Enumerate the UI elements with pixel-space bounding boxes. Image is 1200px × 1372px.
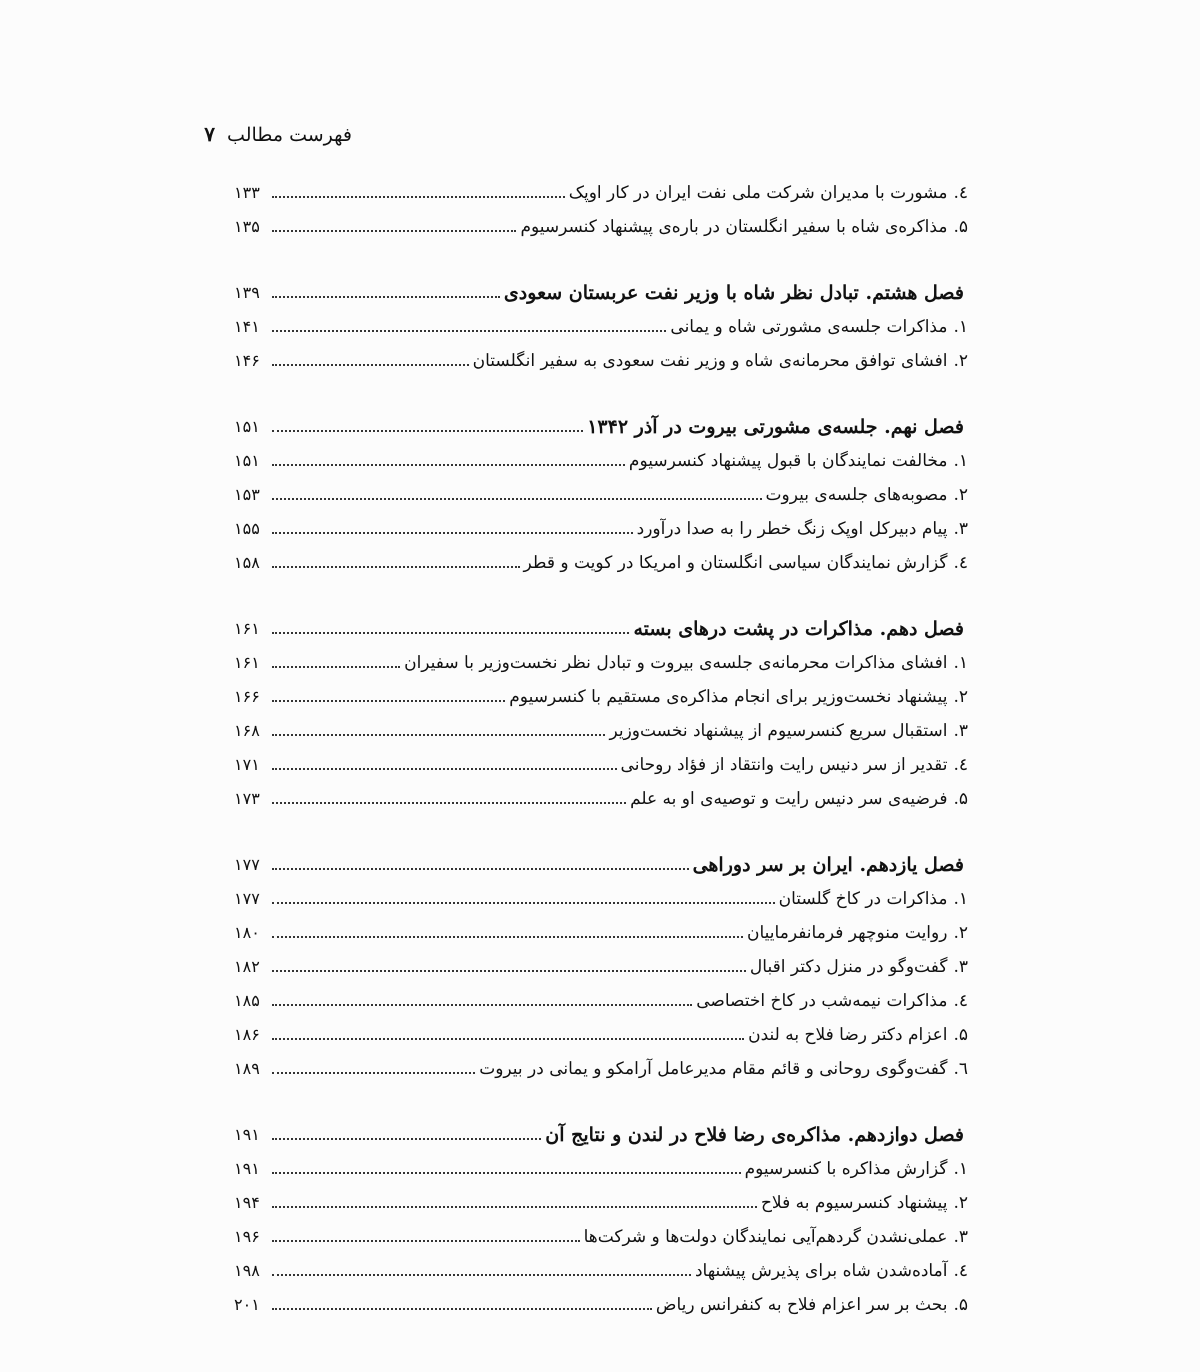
dot-leader (272, 464, 625, 466)
entry-number: ٤. (953, 183, 968, 203)
chapter-title: فصل دهم. مذاکرات در پشت درهای بسته (633, 618, 964, 640)
entry-page-number: ۱۳۵ (234, 217, 260, 236)
entry-number: ٦. (953, 1059, 968, 1079)
entry-number: ٤. (953, 1261, 968, 1281)
entry-page-number: ۱۴۱ (234, 317, 260, 336)
dot-leader (272, 430, 583, 432)
toc-chapter-heading (234, 604, 968, 642)
toc-entry (234, 980, 968, 1014)
entry-title: مذاکرات در کاخ گلستان (778, 889, 948, 909)
toc-entry (234, 744, 968, 778)
entry-title: افشای توافق محرمانه‌ی شاه و وزیر نفت سعودی به سفیر انگلستان (472, 351, 948, 371)
chapter-page-number: ۱۵۱ (234, 417, 260, 436)
dot-leader (272, 1004, 692, 1006)
page-number: ۷ (204, 122, 216, 146)
entry-number: ۵. (953, 1295, 968, 1315)
toc-entry (234, 206, 968, 240)
entry-number: ۲. (953, 687, 968, 707)
toc-entry (234, 1284, 968, 1318)
entry-page-number: ۱۵۳ (234, 485, 260, 504)
dot-leader (272, 936, 743, 938)
entry-page-number: ۱۵۵ (234, 519, 260, 538)
chapter-page-number: ۱۹۱ (234, 1125, 260, 1144)
running-header (204, 122, 352, 146)
entry-page-number: ۱۶۱ (234, 653, 260, 672)
chapter-title: فصل هشتم. تبادل نظر شاه با وزیر نفت عربستان سعودی (503, 282, 964, 304)
toc-entry (234, 306, 968, 340)
entry-page-number: ۱۹۸ (234, 1261, 260, 1280)
toc-entry (234, 340, 968, 374)
entry-number: ۳. (953, 519, 968, 539)
toc-chapter-heading (234, 840, 968, 878)
dot-leader (272, 1240, 580, 1242)
toc-entry (234, 1014, 968, 1048)
entry-number: ٤. (953, 991, 968, 1011)
entry-title: گزارش نمایندگان سیاسی انگلستان و امریکا در کویت و قطر (523, 553, 948, 573)
table-of-contents (234, 172, 968, 1318)
entry-title: گفت‌وگو در منزل دکتر اقبال (749, 957, 948, 977)
entry-title: گزارش مذاکره با کنسرسیوم (744, 1159, 948, 1179)
dot-leader (272, 1274, 691, 1276)
entry-title: استقبال سریع کنسرسیوم از پیشنهاد نخست‌وزیر (609, 721, 948, 741)
running-header-title: فهرست مطالب (227, 124, 352, 146)
toc-entry (234, 1148, 968, 1182)
dot-leader (272, 498, 762, 500)
dot-leader (272, 700, 505, 702)
entry-number: ۳. (953, 957, 968, 977)
entry-number: ۲. (953, 485, 968, 505)
entry-number: ۳. (953, 721, 968, 741)
dot-leader (272, 1172, 741, 1174)
entry-number: ۲. (953, 923, 968, 943)
entry-page-number: ۱۸۵ (234, 991, 260, 1010)
toc-chapter-heading (234, 1110, 968, 1148)
toc-entry (234, 1216, 968, 1250)
dot-leader (272, 632, 629, 634)
toc-entry (234, 878, 968, 912)
chapter-page-number: ۱۷۷ (234, 855, 260, 874)
entry-page-number: ۱۵۱ (234, 451, 260, 470)
entry-title: مصوبه‌های جلسه‌ی بیروت (765, 485, 948, 505)
entry-page-number: ۱۶۶ (234, 687, 260, 706)
toc-entry (234, 474, 968, 508)
toc-entry (234, 946, 968, 980)
dot-leader (272, 196, 565, 198)
entry-number: ۱. (953, 1159, 968, 1179)
dot-leader (272, 768, 617, 770)
entry-page-number: ۱۸۰ (234, 923, 260, 942)
dot-leader (272, 1038, 744, 1040)
entry-page-number: ۱۹۱ (234, 1159, 260, 1178)
entry-page-number: ۱۳۳ (234, 183, 260, 202)
entry-page-number: ۱۷۷ (234, 889, 260, 908)
entry-title: بحث بر سر اعزام فلاح به کنفرانس ریاض (655, 1295, 948, 1315)
entry-page-number: ۱۶۸ (234, 721, 260, 740)
dot-leader (272, 802, 626, 804)
dot-leader (272, 970, 746, 972)
entry-number: ۱. (953, 317, 968, 337)
entry-title: مذاکره‌ی شاه با سفیر انگلستان در باره‌ی پیشنهاد کنسرسیوم (520, 217, 948, 237)
dot-leader (272, 666, 400, 668)
entry-title: مذاکرات جلسه‌ی مشورتی شاه و یمانی (670, 317, 948, 337)
toc-entry (234, 440, 968, 474)
entry-number: ۱. (953, 451, 968, 471)
entry-title: پیام دبیرکل اوپک زنگ خطر را به صدا درآورد (636, 519, 948, 539)
toc-entry (234, 676, 968, 710)
entry-number: ٤. (953, 553, 968, 573)
chapter-title: فصل دوازدهم. مذاکره‌ی رضا فلاح در لندن و نتایج آن (545, 1124, 964, 1146)
entry-title: مذاکرات نیمه‌شب در کاخ اختصاصی (696, 991, 948, 1011)
entry-number: ۱. (953, 653, 968, 673)
entry-number: ۲. (953, 1193, 968, 1213)
dot-leader (272, 532, 633, 534)
dot-leader (272, 868, 689, 870)
dot-leader (272, 230, 516, 232)
entry-page-number: ۱۹۶ (234, 1227, 260, 1246)
entry-title: تقدیر از سر دنیس رایت وانتقاد از فؤاد روحانی (620, 755, 948, 775)
chapter-page-number: ۱۶۱ (234, 619, 260, 638)
toc-entry (234, 1250, 968, 1284)
entry-page-number: ۲۰۱ (234, 1295, 260, 1314)
entry-title: پیشنهاد نخست‌وزیر برای انجام مذاکره‌ی مستقیم با کنسرسیوم (509, 687, 948, 707)
entry-title: فرضیه‌ی سر دنیس رایت و توصیه‌ی او به علم (630, 789, 948, 809)
entry-title: آماده‌شدن شاه برای پذیرش پیشنهاد (694, 1261, 948, 1281)
toc-entry (234, 1182, 968, 1216)
toc-entry (234, 542, 968, 576)
entry-page-number: ۱۷۱ (234, 755, 260, 774)
dot-leader (272, 364, 469, 366)
entry-page-number: ۱۸۹ (234, 1059, 260, 1078)
entry-page-number: ۱۵۸ (234, 553, 260, 572)
entry-number: ۵. (953, 217, 968, 237)
chapter-page-number: ۱۳۹ (234, 283, 260, 302)
toc-entry (234, 172, 968, 206)
dot-leader (272, 566, 520, 568)
chapter-title: فصل یازدهم. ایران بر سر دوراهی (692, 854, 964, 876)
entry-title: اعزام دکتر رضا فلاح به لندن (748, 1025, 948, 1045)
dot-leader (272, 902, 775, 904)
toc-entry (234, 912, 968, 946)
entry-title: افشای مذاکرات محرمانه‌ی جلسه‌ی بیروت و تبادل نظر نخست‌وزیر با سفیران (404, 653, 948, 673)
entry-number: ۲. (953, 351, 968, 371)
dot-leader (272, 1072, 475, 1074)
entry-page-number: ۱۹۴ (234, 1193, 260, 1212)
entry-page-number: ۱۷۳ (234, 789, 260, 808)
entry-number: ۱. (953, 889, 968, 909)
entry-number: ۵. (953, 789, 968, 809)
entry-title: پیشنهاد کنسرسیوم به فلاح (760, 1193, 948, 1213)
toc-chapter-heading (234, 268, 968, 306)
dot-leader (272, 1206, 757, 1208)
entry-title: روایت منوچهر فرمانفرماییان (747, 923, 948, 943)
toc-chapter-heading (234, 402, 968, 440)
entry-title: مخالفت نمایندگان با قبول پیشنهاد کنسرسیوم (628, 451, 948, 471)
toc-entry (234, 642, 968, 676)
dot-leader (272, 1308, 652, 1310)
toc-entry (234, 1048, 968, 1082)
entry-number: ۵. (953, 1025, 968, 1045)
chapter-title: فصل نهم. جلسه‌ی مشورتی بیروت در آذر ۱۳۴۲ (587, 416, 964, 438)
entry-number: ٤. (953, 755, 968, 775)
entry-title: گفت‌وگوی روحانی و قائم مقام مدیرعامل آرامکو و یمانی در بیروت (479, 1059, 948, 1079)
entry-page-number: ۱۸۲ (234, 957, 260, 976)
toc-entry (234, 778, 968, 812)
entry-title: مشورت با مدیران شرکت ملی نفت ایران در کار اوپک (568, 183, 948, 203)
dot-leader (272, 1138, 541, 1140)
toc-entry (234, 710, 968, 744)
entry-number: ۳. (953, 1227, 968, 1247)
dot-leader (272, 734, 605, 736)
dot-leader (272, 330, 666, 332)
toc-entry (234, 508, 968, 542)
dot-leader (272, 296, 500, 298)
entry-page-number: ۱۸۶ (234, 1025, 260, 1044)
entry-title: عملی‌نشدن گردهم‌آیی نمایندگان دولت‌ها و شرکت‌ها (583, 1227, 948, 1247)
entry-page-number: ۱۴۶ (234, 351, 260, 370)
